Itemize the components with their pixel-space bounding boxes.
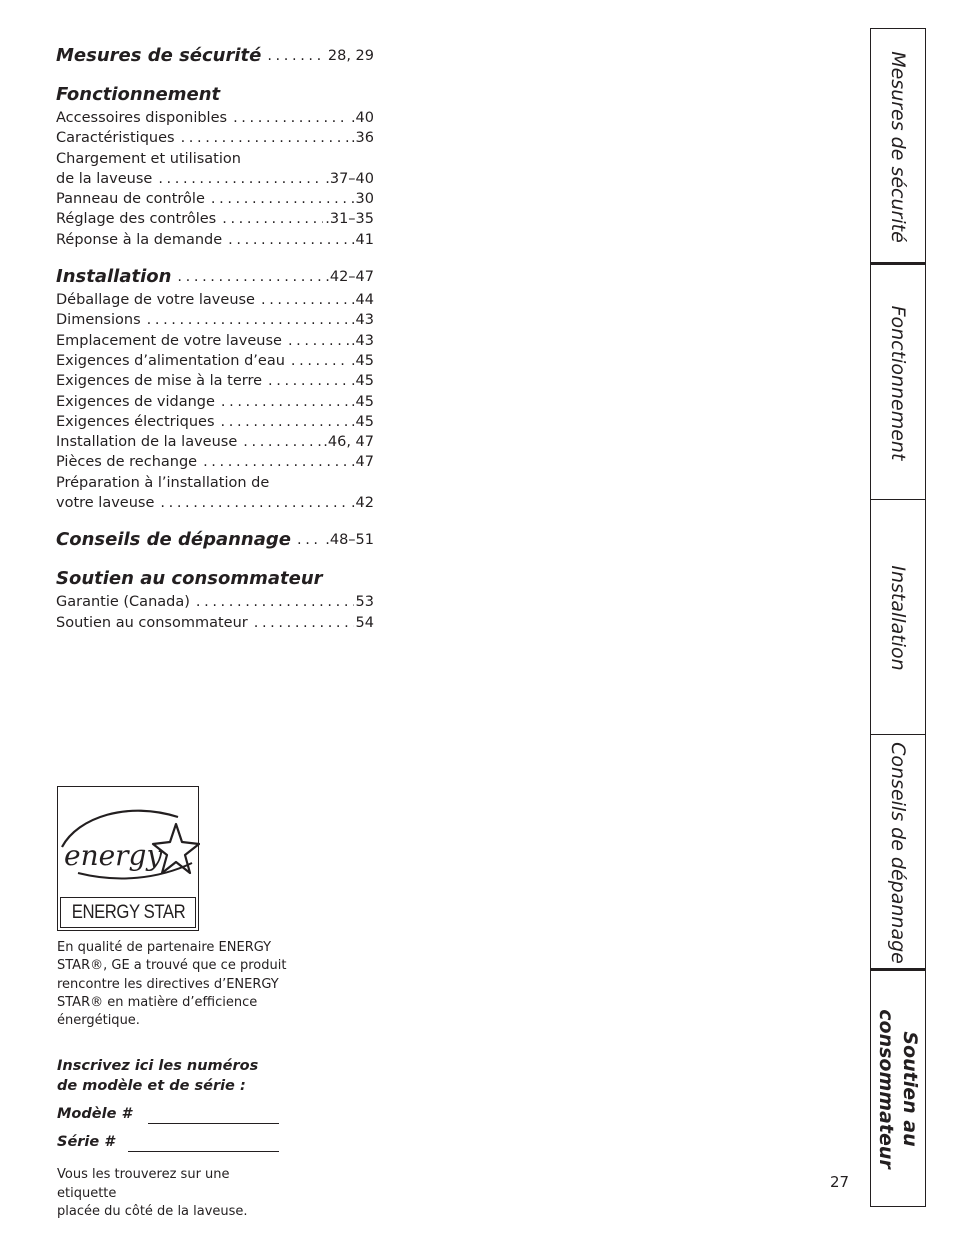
- toc-page: .37–40: [325, 170, 374, 187]
- toc-page: .44: [350, 292, 374, 309]
- toc-entry-label: de la laveuse: [56, 170, 153, 187]
- toc-entry-label: Installation de la laveuse: [56, 434, 238, 451]
- toc-page: .48–51: [325, 532, 374, 549]
- model-number-field[interactable]: [57, 1104, 289, 1124]
- model-serial-record: [57, 1057, 289, 1222]
- toc-section-soutien: [56, 567, 374, 633]
- toc-section-title[interactable]: Fonctionnement: [56, 84, 221, 105]
- toc-entry[interactable]: [56, 265, 374, 289]
- dot-leader: [158, 169, 323, 189]
- tab-label: Fonctionnement: [887, 305, 909, 460]
- toc-page: .45: [350, 413, 374, 430]
- toc-entry-label: Emplacement de votre laveuse: [56, 332, 282, 349]
- toc-section-depannage: [56, 528, 374, 552]
- dot-leader: [181, 128, 349, 148]
- toc-entry[interactable]: [56, 209, 374, 229]
- dot-leader: [254, 613, 354, 633]
- dot-leader: [233, 108, 349, 128]
- toc-page: .36: [350, 130, 374, 147]
- dot-leader: [177, 265, 323, 289]
- toc-section-title: Mesures de sécurité: [56, 45, 262, 66]
- toc-entry[interactable]: [56, 44, 374, 68]
- toc-entry-label: Exigences de vidange: [56, 393, 215, 410]
- dot-leader: [222, 209, 323, 229]
- toc-entry-label: Soutien au consommateur: [56, 614, 248, 631]
- dot-leader: [196, 592, 354, 612]
- dot-leader: [228, 230, 349, 250]
- toc-entry[interactable]: [56, 189, 374, 209]
- toc-entry-label: Exigences d’alimentation d’eau: [56, 352, 285, 369]
- toc-entry[interactable]: [56, 310, 374, 330]
- toc-section-fonctionnement: [56, 83, 374, 250]
- toc-page: .46, 47: [323, 434, 374, 451]
- toc-entry-label: Garantie (Canada): [56, 594, 190, 611]
- toc-entry-label: Pièces de rechange: [56, 454, 198, 471]
- toc-entry[interactable]: [56, 371, 374, 391]
- toc-entry[interactable]: [56, 230, 374, 250]
- toc-page: .41: [350, 231, 374, 248]
- dot-leader: [261, 290, 349, 310]
- toc-page: 28, 29: [327, 48, 374, 64]
- toc-entry-label: Exigences électriques: [56, 413, 215, 430]
- dot-leader: [297, 528, 323, 552]
- toc-page: .45: [350, 393, 374, 410]
- record-hint: [57, 1166, 289, 1222]
- tab-label-line-2: consommateur: [875, 1009, 897, 1169]
- toc-page: .40: [350, 110, 374, 126]
- toc-entry[interactable]: [56, 290, 374, 310]
- record-hint-line-1: Vous les trouverez sur une etiquette: [57, 1167, 230, 1201]
- toc-page: .43: [350, 312, 374, 329]
- tab-label-line-1: Soutien au: [899, 1031, 921, 1147]
- model-label: Modèle #: [57, 1106, 132, 1122]
- toc-entry[interactable]: [56, 613, 374, 633]
- toc-entry[interactable]: [56, 351, 374, 371]
- toc-section-title: Installation: [56, 266, 172, 288]
- table-of-contents: [56, 44, 374, 648]
- toc-entry[interactable]: [56, 412, 374, 432]
- toc-entry[interactable]: [56, 528, 374, 552]
- toc-section-title[interactable]: Soutien au consommateur: [56, 568, 323, 590]
- toc-entry[interactable]: [56, 108, 374, 128]
- energy-script-text: energy: [64, 839, 163, 872]
- side-tabs: [870, 28, 926, 1207]
- toc-page: 53: [355, 594, 374, 611]
- record-hint-line-2: placée du côté de la laveuse.: [57, 1204, 248, 1219]
- record-intro-line-1: Inscrivez ici les numéros: [57, 1058, 259, 1074]
- dot-leader: [203, 452, 349, 472]
- toc-entry-label: Accessoires disponibles: [56, 110, 228, 126]
- serial-label: Série #: [57, 1134, 115, 1150]
- toc-entry[interactable]: [56, 392, 374, 412]
- toc-page: .42: [350, 495, 374, 512]
- toc-page: 30: [355, 191, 374, 208]
- tab-fonctionnement[interactable]: [871, 265, 925, 500]
- tab-mesures-de-securite[interactable]: [871, 29, 925, 265]
- toc-section-installation: [56, 265, 374, 513]
- dot-leader: [211, 189, 354, 209]
- toc-entry[interactable]: [56, 493, 374, 513]
- energy-star-note: En qualité de partenaire ENERGY STAR®, GE a trouvé que ce produit rencontre les directives d’ENERGY STAR® en matière d’efficience énergétique.: [57, 940, 287, 1029]
- toc-entry[interactable]: [56, 169, 374, 189]
- tab-label: [874, 1009, 922, 1169]
- toc-entry[interactable]: [56, 452, 374, 472]
- dot-leader: [291, 351, 349, 371]
- toc-section-securite: [56, 44, 374, 68]
- toc-page: .45: [350, 373, 374, 390]
- toc-page: .42–47: [325, 269, 374, 286]
- toc-entry-label: Caractéristiques: [56, 130, 175, 147]
- dot-leader: [268, 371, 349, 391]
- toc-page: .47: [350, 454, 374, 471]
- energy-star-logo: [57, 786, 199, 931]
- dot-leader: [288, 331, 349, 351]
- tab-installation[interactable]: [871, 500, 925, 735]
- toc-entry[interactable]: [56, 331, 374, 351]
- toc-page: 54: [355, 614, 374, 631]
- tab-conseils-de-depannage[interactable]: [871, 735, 925, 971]
- dot-leader: [221, 412, 349, 432]
- toc-entry-label: Réglage des contrôles: [56, 211, 217, 228]
- toc-page: .31–35: [325, 211, 374, 228]
- toc-entry-label: Déballage de votre laveuse: [56, 292, 255, 309]
- toc-section-title: Conseils de dépannage: [56, 529, 291, 551]
- toc-entry-label: Réponse à la demande: [56, 231, 223, 248]
- dot-leader: [160, 493, 349, 513]
- toc-page: .45: [350, 352, 374, 369]
- toc-entry[interactable]: [56, 128, 374, 148]
- model-blank-line[interactable]: [148, 1109, 279, 1124]
- toc-entry-label[interactable]: Préparation à l’installation de: [56, 474, 270, 491]
- dot-leader: [243, 432, 321, 452]
- toc-entry-label: votre laveuse: [56, 495, 155, 512]
- toc-entry-label: Exigences de mise à la terre: [56, 373, 263, 390]
- dot-leader: [147, 310, 349, 330]
- tab-soutien-au-consommateur[interactable]: [871, 971, 925, 1207]
- toc-entry-label: Dimensions: [56, 312, 141, 329]
- toc-page: .43: [350, 332, 374, 349]
- tab-label: Conseils de dépannage: [887, 742, 909, 964]
- dot-leader: [267, 44, 326, 68]
- dot-leader: [221, 392, 349, 412]
- record-intro-line-2: de modèle et de série :: [57, 1077, 246, 1094]
- tab-label: Mesures de sécurité: [887, 51, 909, 243]
- tab-label: Installation: [887, 564, 909, 671]
- toc-entry-label[interactable]: Chargement et utilisation: [56, 150, 241, 167]
- serial-blank-line[interactable]: [128, 1137, 279, 1152]
- serial-number-field[interactable]: [57, 1132, 289, 1152]
- toc-entry-label: Panneau de contrôle: [56, 191, 205, 208]
- page-number: 27: [830, 1173, 850, 1191]
- energy-star-label: ENERGY STAR: [71, 901, 185, 923]
- toc-entry[interactable]: [56, 432, 374, 452]
- toc-entry[interactable]: [56, 592, 374, 612]
- energy-star-script-icon: [58, 787, 200, 897]
- energy-star-banner: [60, 897, 196, 928]
